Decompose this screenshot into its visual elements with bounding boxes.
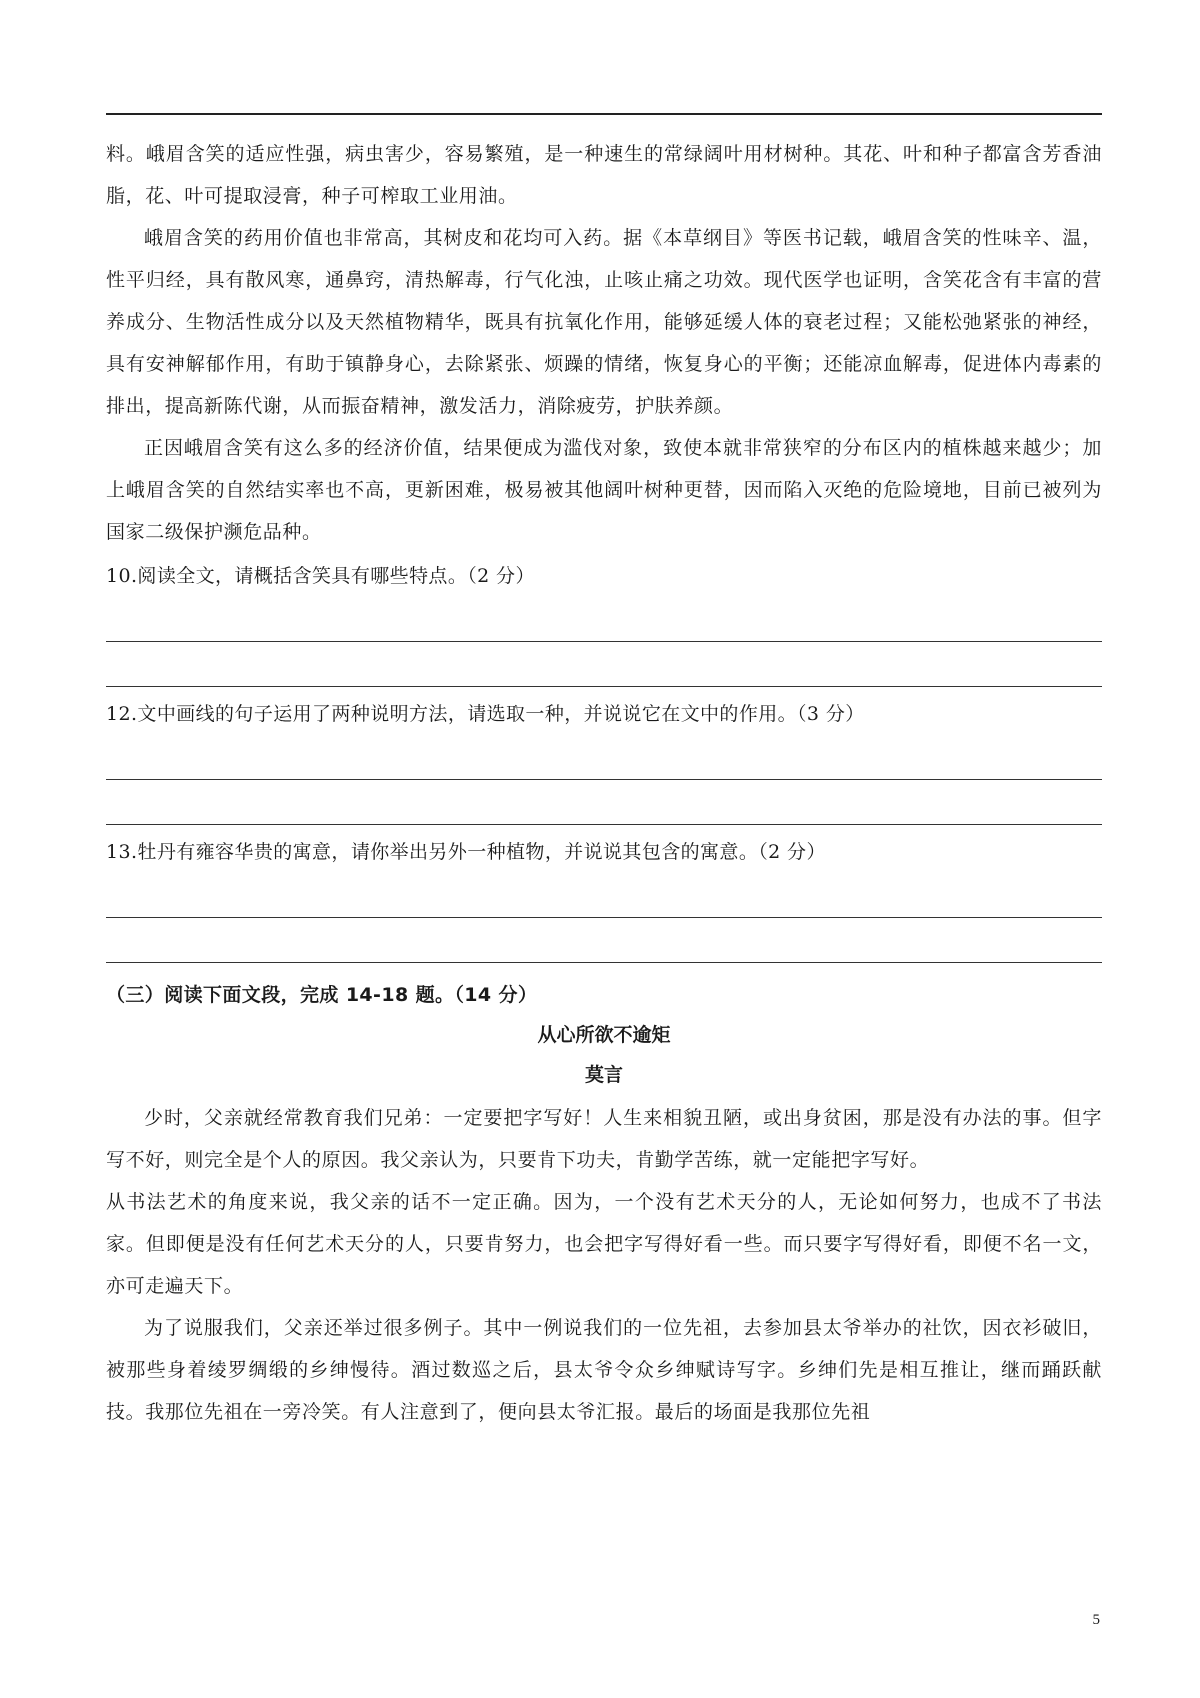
section-heading: （三）阅读下面文段，完成 14-18 题。（14 分） (106, 984, 538, 1006)
answer-line[interactable] (106, 873, 1102, 918)
question-text: 12.文中画线的句子运用了两种说明方法，请选取一种，并说说它在文中的作用。（3 分） (106, 703, 865, 725)
essay-author: 莫言 (584, 1064, 623, 1086)
passage-paragraph: 正因峨眉含笑有这么多的经济价值，结果便成为滥伐对象，致使本就非常狭窄的分布区内的植株越来越少；加上峨眉含笑的自然结实率也不高，更新困难，极易被其他阔叶树种更替，因而陷入灭绝的危险境地，目前已被列为国家二级保护濒危品种。 (106, 437, 1102, 543)
essay-paragraph: 为了说服我们，父亲还举过很多例子。其中一例说我们的一位先祖，去参加县太爷举办的社饮，因衣衫破旧，被那些身着绫罗绸缎的乡绅慢待。酒过数巡之后，县太爷令众乡绅赋诗写字。乡绅们先是相互推让，继而踊跃献技。我那位先祖在一旁冷笑。有人注意到了，便向县太爷汇报。最后的场面是我那位先祖 (106, 1317, 1102, 1423)
essay-title: 从心所欲不逾矩 (537, 1024, 671, 1046)
page-content (106, 133, 1102, 1433)
answer-line[interactable] (106, 780, 1102, 825)
question-10 (106, 555, 1102, 687)
answer-line[interactable] (106, 918, 1102, 963)
essay-paragraph: 从书法艺术的角度来说，我父亲的话不一定正确。因为，一个没有艺术天分的人，无论如何努力，也成不了书法家。但即便是没有任何艺术天分的人，只要肯努力，也会把字写得好看一些。而只要字写得好看，即便不名一文，亦可走遍天下。 (106, 1191, 1102, 1297)
passage-paragraph: 料。峨眉含笑的适应性强，病虫害少，容易繁殖，是一种速生的常绿阔叶用材树种。其花、叶和种子都富含芳香油脂，花、叶可提取浸膏，种子可榨取工业用油。 (106, 143, 1102, 207)
header-rule (106, 113, 1102, 115)
question-13 (106, 831, 1102, 963)
answer-line[interactable] (106, 642, 1102, 687)
answer-line[interactable] (106, 735, 1102, 780)
question-text: 10.阅读全文，请概括含笑具有哪些特点。（2 分） (106, 565, 535, 587)
passage-paragraph: 峨眉含笑的药用价值也非常高，其树皮和花均可入药。据《本草纲目》等医书记载，峨眉含笑的性味辛、温，性平归经，具有散风寒，通鼻窍，清热解毒，行气化浊，止咳止痛之功效。现代医学也证明，含笑花含有丰富的营养成分、生物活性成分以及天然植物精华，既具有抗氧化作用，能够延缓人体的衰老过程；又能松弛紧张的神经，具有安神解郁作用，有助于镇静身心，去除紧张、烦躁的情绪，恢复身心的平衡；还能凉血解毒，促进体内毒素的排出，提高新陈代谢，从而振奋精神，激发活力，消除疲劳，护肤养颜。 (106, 227, 1102, 417)
question-12 (106, 693, 1102, 825)
essay-paragraph: 少时，父亲就经常教育我们兄弟：一定要把字写好！人生来相貌丑陋，或出身贫困，那是没有办法的事。但字写不好，则完全是个人的原因。我父亲认为，只要肯下功夫，肯勤学苦练，就一定能把字写好。 (106, 1107, 1102, 1171)
page-number: 5 (1092, 1612, 1100, 1628)
answer-line[interactable] (106, 597, 1102, 642)
question-text: 13.牡丹有雍容华贵的寓意，请你举出另外一种植物，并说说其包含的寓意。（2 分） (106, 841, 826, 863)
